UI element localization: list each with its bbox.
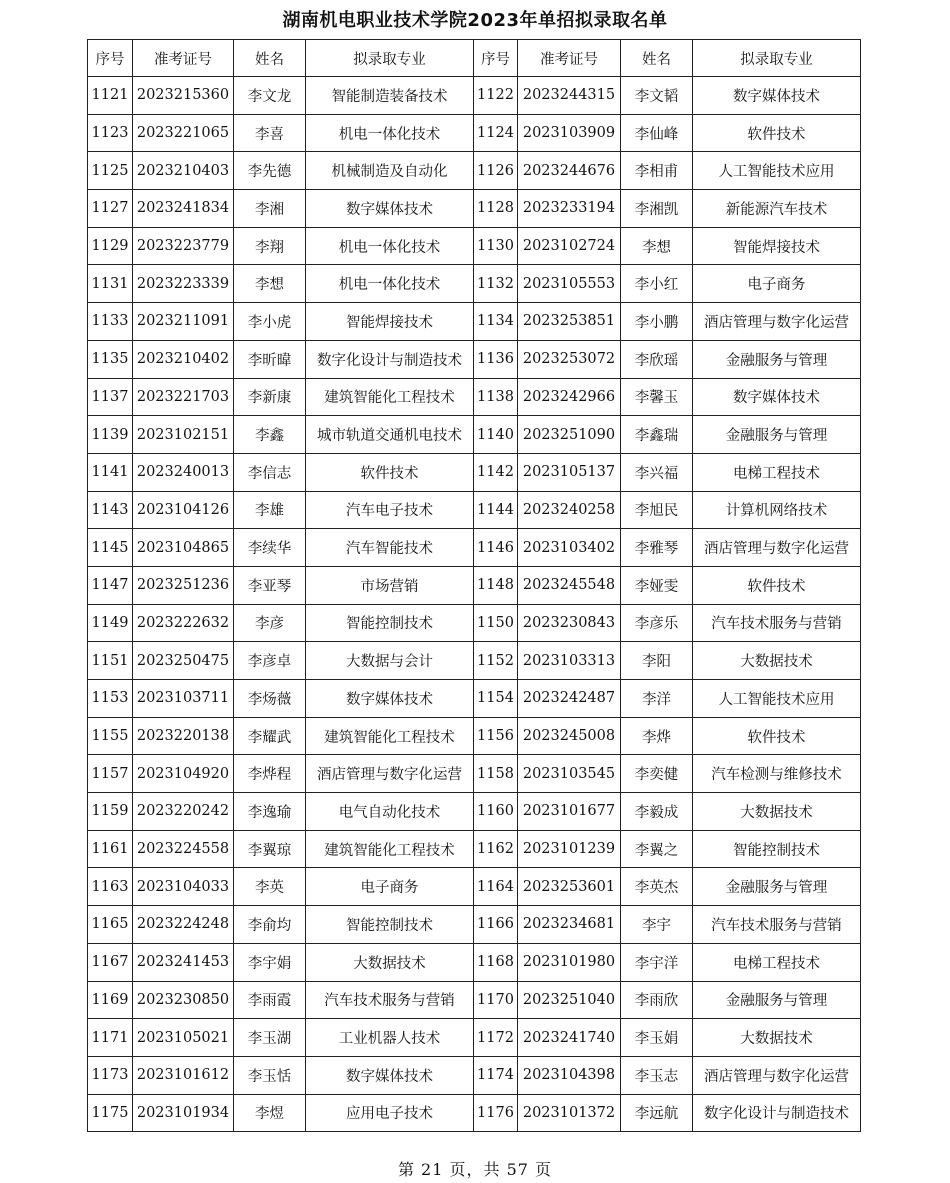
seq-cell: 1168 <box>474 943 518 981</box>
major-cell: 汽车智能技术 <box>306 529 474 567</box>
table-row <box>88 529 861 567</box>
seq-cell: 1139 <box>88 416 133 454</box>
major-cell: 汽车检测与维修技术 <box>693 755 861 793</box>
admission-list-table <box>87 39 861 1132</box>
seq-cell: 1156 <box>474 717 518 755</box>
exam-id-cell: 2023104865 <box>133 529 234 567</box>
exam-id-cell: 2023103545 <box>518 755 621 793</box>
exam-id-cell: 2023251090 <box>518 416 621 454</box>
seq-cell: 1133 <box>88 303 133 341</box>
seq-cell: 1164 <box>474 868 518 906</box>
major-cell: 汽车技术服务与营销 <box>693 906 861 944</box>
name-cell: 李毅成 <box>621 793 693 831</box>
exam-id-cell: 2023103711 <box>133 680 234 718</box>
seq-cell: 1135 <box>88 340 133 378</box>
exam-id-cell: 2023241834 <box>133 190 234 228</box>
name-cell: 李彦卓 <box>234 642 306 680</box>
name-cell: 李彦乐 <box>621 604 693 642</box>
name-cell: 李玉恬 <box>234 1056 306 1094</box>
seq-cell: 1162 <box>474 830 518 868</box>
table-row <box>88 793 861 831</box>
major-cell: 建筑智能化工程技术 <box>306 830 474 868</box>
table-row <box>88 604 861 642</box>
name-cell: 李奕健 <box>621 755 693 793</box>
major-cell: 金融服务与管理 <box>693 416 861 454</box>
major-cell: 酒店管理与数字化运营 <box>693 529 861 567</box>
exam-id-cell: 2023230850 <box>133 981 234 1019</box>
seq-cell: 1169 <box>88 981 133 1019</box>
table-row <box>88 642 861 680</box>
name-cell: 李鑫 <box>234 416 306 454</box>
exam-id-cell: 2023244676 <box>518 152 621 190</box>
name-cell: 李阳 <box>621 642 693 680</box>
name-cell: 李俞均 <box>234 906 306 944</box>
exam-id-cell: 2023211091 <box>133 303 234 341</box>
major-cell: 金融服务与管理 <box>693 981 861 1019</box>
name-cell: 李欣瑶 <box>621 340 693 378</box>
major-cell: 智能控制技术 <box>306 906 474 944</box>
name-cell: 李鑫瑞 <box>621 416 693 454</box>
exam-id-cell: 2023223339 <box>133 265 234 303</box>
name-cell: 李彦 <box>234 604 306 642</box>
major-cell: 汽车技术服务与营销 <box>693 604 861 642</box>
seq-cell: 1159 <box>88 793 133 831</box>
major-cell: 软件技术 <box>693 566 861 604</box>
name-cell: 李新康 <box>234 378 306 416</box>
name-cell: 李仙峰 <box>621 114 693 152</box>
table-row <box>88 491 861 529</box>
seq-cell: 1144 <box>474 491 518 529</box>
column-header-seq: 序号 <box>88 40 133 77</box>
major-cell: 机电一体化技术 <box>306 114 474 152</box>
name-cell: 李翔 <box>234 227 306 265</box>
exam-id-cell: 2023240258 <box>518 491 621 529</box>
name-cell: 李旭民 <box>621 491 693 529</box>
name-cell: 李宇 <box>621 906 693 944</box>
major-cell: 电梯工程技术 <box>693 453 861 491</box>
name-cell: 李玉湖 <box>234 1019 306 1057</box>
major-cell: 大数据技术 <box>306 943 474 981</box>
major-cell: 金融服务与管理 <box>693 340 861 378</box>
major-cell: 机电一体化技术 <box>306 265 474 303</box>
seq-cell: 1148 <box>474 566 518 604</box>
major-cell: 新能源汽车技术 <box>693 190 861 228</box>
exam-id-cell: 2023215360 <box>133 77 234 115</box>
table-row <box>88 830 861 868</box>
table-row <box>88 1019 861 1057</box>
name-cell: 李信志 <box>234 453 306 491</box>
exam-id-cell: 2023210403 <box>133 152 234 190</box>
exam-id-cell: 2023253601 <box>518 868 621 906</box>
exam-id-cell: 2023250475 <box>133 642 234 680</box>
major-cell: 电子商务 <box>306 868 474 906</box>
name-cell: 李小鹏 <box>621 303 693 341</box>
name-cell: 李湘凯 <box>621 190 693 228</box>
table-row <box>88 906 861 944</box>
name-cell: 李馨玉 <box>621 378 693 416</box>
seq-cell: 1128 <box>474 190 518 228</box>
exam-id-cell: 2023221065 <box>133 114 234 152</box>
name-cell: 李雄 <box>234 491 306 529</box>
seq-cell: 1154 <box>474 680 518 718</box>
column-header-name: 姓名 <box>234 40 306 77</box>
exam-id-cell: 2023220242 <box>133 793 234 831</box>
major-cell: 数字媒体技术 <box>306 190 474 228</box>
exam-id-cell: 2023101239 <box>518 830 621 868</box>
seq-cell: 1125 <box>88 152 133 190</box>
seq-cell: 1145 <box>88 529 133 567</box>
seq-cell: 1143 <box>88 491 133 529</box>
seq-cell: 1161 <box>88 830 133 868</box>
name-cell: 李兴福 <box>621 453 693 491</box>
name-cell: 李翼琼 <box>234 830 306 868</box>
name-cell: 李玉志 <box>621 1056 693 1094</box>
exam-id-cell: 2023241740 <box>518 1019 621 1057</box>
major-cell: 数字媒体技术 <box>693 378 861 416</box>
exam-id-cell: 2023222632 <box>133 604 234 642</box>
seq-cell: 1129 <box>88 227 133 265</box>
name-cell: 李耀武 <box>234 717 306 755</box>
seq-cell: 1167 <box>88 943 133 981</box>
major-cell: 智能控制技术 <box>306 604 474 642</box>
seq-cell: 1123 <box>88 114 133 152</box>
seq-cell: 1150 <box>474 604 518 642</box>
exam-id-cell: 2023210402 <box>133 340 234 378</box>
table-row <box>88 1094 861 1132</box>
major-cell: 汽车电子技术 <box>306 491 474 529</box>
table-row <box>88 152 861 190</box>
exam-id-cell: 2023104398 <box>518 1056 621 1094</box>
table-row <box>88 717 861 755</box>
seq-cell: 1124 <box>474 114 518 152</box>
column-header-exam-id: 准考证号 <box>518 40 621 77</box>
exam-id-cell: 2023241453 <box>133 943 234 981</box>
seq-cell: 1174 <box>474 1056 518 1094</box>
major-cell: 智能焊接技术 <box>306 303 474 341</box>
seq-cell: 1149 <box>88 604 133 642</box>
exam-id-cell: 2023233194 <box>518 190 621 228</box>
major-cell: 数字媒体技术 <box>693 77 861 115</box>
seq-cell: 1155 <box>88 717 133 755</box>
exam-id-cell: 2023230843 <box>518 604 621 642</box>
seq-cell: 1134 <box>474 303 518 341</box>
name-cell: 李逸瑜 <box>234 793 306 831</box>
exam-id-cell: 2023240013 <box>133 453 234 491</box>
seq-cell: 1142 <box>474 453 518 491</box>
exam-id-cell: 2023102151 <box>133 416 234 454</box>
major-cell: 大数据技术 <box>693 642 861 680</box>
exam-id-cell: 2023251236 <box>133 566 234 604</box>
name-cell: 李想 <box>234 265 306 303</box>
seq-cell: 1175 <box>88 1094 133 1132</box>
column-header-exam-id: 准考证号 <box>133 40 234 77</box>
major-cell: 智能焊接技术 <box>693 227 861 265</box>
exam-id-cell: 2023103909 <box>518 114 621 152</box>
name-cell: 李煜 <box>234 1094 306 1132</box>
major-cell: 建筑智能化工程技术 <box>306 378 474 416</box>
major-cell: 城市轨道交通机电技术 <box>306 416 474 454</box>
table-row <box>88 943 861 981</box>
name-cell: 李宇娟 <box>234 943 306 981</box>
seq-cell: 1136 <box>474 340 518 378</box>
major-cell: 软件技术 <box>693 717 861 755</box>
exam-id-cell: 2023253072 <box>518 340 621 378</box>
name-cell: 李雨欣 <box>621 981 693 1019</box>
major-cell: 数字化设计与制造技术 <box>306 340 474 378</box>
seq-cell: 1138 <box>474 378 518 416</box>
name-cell: 李雅琴 <box>621 529 693 567</box>
table-row <box>88 755 861 793</box>
name-cell: 李英杰 <box>621 868 693 906</box>
seq-cell: 1132 <box>474 265 518 303</box>
exam-id-cell: 2023234681 <box>518 906 621 944</box>
exam-id-cell: 2023251040 <box>518 981 621 1019</box>
table-row <box>88 868 861 906</box>
seq-cell: 1146 <box>474 529 518 567</box>
exam-id-cell: 2023221703 <box>133 378 234 416</box>
table-row <box>88 227 861 265</box>
seq-cell: 1160 <box>474 793 518 831</box>
major-cell: 应用电子技术 <box>306 1094 474 1132</box>
exam-id-cell: 2023245548 <box>518 566 621 604</box>
major-cell: 酒店管理与数字化运营 <box>306 755 474 793</box>
major-cell: 智能控制技术 <box>693 830 861 868</box>
exam-id-cell: 2023101372 <box>518 1094 621 1132</box>
exam-id-cell: 2023101980 <box>518 943 621 981</box>
major-cell: 电梯工程技术 <box>693 943 861 981</box>
major-cell: 机械制造及自动化 <box>306 152 474 190</box>
major-cell: 智能制造装备技术 <box>306 77 474 115</box>
table-body <box>88 77 861 1132</box>
seq-cell: 1158 <box>474 755 518 793</box>
exam-id-cell: 2023104033 <box>133 868 234 906</box>
exam-id-cell: 2023104126 <box>133 491 234 529</box>
exam-id-cell: 2023244315 <box>518 77 621 115</box>
seq-cell: 1157 <box>88 755 133 793</box>
major-cell: 酒店管理与数字化运营 <box>693 1056 861 1094</box>
major-cell: 大数据技术 <box>693 1019 861 1057</box>
major-cell: 软件技术 <box>306 453 474 491</box>
table-row <box>88 566 861 604</box>
seq-cell: 1151 <box>88 642 133 680</box>
exam-id-cell: 2023105553 <box>518 265 621 303</box>
table-row <box>88 340 861 378</box>
name-cell: 李英 <box>234 868 306 906</box>
exam-id-cell: 2023105021 <box>133 1019 234 1057</box>
seq-cell: 1176 <box>474 1094 518 1132</box>
exam-id-cell: 2023105137 <box>518 453 621 491</box>
seq-cell: 1147 <box>88 566 133 604</box>
name-cell: 李烨 <box>621 717 693 755</box>
table-row <box>88 190 861 228</box>
major-cell: 数字媒体技术 <box>306 680 474 718</box>
seq-cell: 1137 <box>88 378 133 416</box>
table-row <box>88 416 861 454</box>
name-cell: 李文韬 <box>621 77 693 115</box>
major-cell: 电子商务 <box>693 265 861 303</box>
exam-id-cell: 2023242487 <box>518 680 621 718</box>
major-cell: 大数据技术 <box>693 793 861 831</box>
seq-cell: 1141 <box>88 453 133 491</box>
name-cell: 李湘 <box>234 190 306 228</box>
seq-cell: 1172 <box>474 1019 518 1057</box>
major-cell: 金融服务与管理 <box>693 868 861 906</box>
seq-cell: 1122 <box>474 77 518 115</box>
column-header-major: 拟录取专业 <box>693 40 861 77</box>
table-row <box>88 77 861 115</box>
table-row <box>88 453 861 491</box>
name-cell: 李相甫 <box>621 152 693 190</box>
major-cell: 汽车技术服务与营销 <box>306 981 474 1019</box>
seq-cell: 1163 <box>88 868 133 906</box>
major-cell: 市场营销 <box>306 566 474 604</box>
exam-id-cell: 2023245008 <box>518 717 621 755</box>
name-cell: 李小虎 <box>234 303 306 341</box>
column-header-seq: 序号 <box>474 40 518 77</box>
exam-id-cell: 2023102724 <box>518 227 621 265</box>
name-cell: 李小红 <box>621 265 693 303</box>
name-cell: 李炀薇 <box>234 680 306 718</box>
table-row <box>88 303 861 341</box>
name-cell: 李雨霞 <box>234 981 306 1019</box>
exam-id-cell: 2023101677 <box>518 793 621 831</box>
name-cell: 李喜 <box>234 114 306 152</box>
name-cell: 李宇洋 <box>621 943 693 981</box>
column-header-name: 姓名 <box>621 40 693 77</box>
column-header-major: 拟录取专业 <box>306 40 474 77</box>
table-row <box>88 265 861 303</box>
name-cell: 李续华 <box>234 529 306 567</box>
seq-cell: 1140 <box>474 416 518 454</box>
seq-cell: 1165 <box>88 906 133 944</box>
seq-cell: 1166 <box>474 906 518 944</box>
table-row <box>88 378 861 416</box>
seq-cell: 1121 <box>88 77 133 115</box>
seq-cell: 1131 <box>88 265 133 303</box>
table-row <box>88 1056 861 1094</box>
exam-id-cell: 2023253851 <box>518 303 621 341</box>
seq-cell: 1126 <box>474 152 518 190</box>
name-cell: 李想 <box>621 227 693 265</box>
exam-id-cell: 2023224558 <box>133 830 234 868</box>
name-cell: 李先德 <box>234 152 306 190</box>
seq-cell: 1171 <box>88 1019 133 1057</box>
major-cell: 软件技术 <box>693 114 861 152</box>
exam-id-cell: 2023224248 <box>133 906 234 944</box>
exam-id-cell: 2023103313 <box>518 642 621 680</box>
exam-id-cell: 2023104920 <box>133 755 234 793</box>
major-cell: 计算机网络技术 <box>693 491 861 529</box>
major-cell: 建筑智能化工程技术 <box>306 717 474 755</box>
name-cell: 李文龙 <box>234 77 306 115</box>
table-row <box>88 114 861 152</box>
seq-cell: 1130 <box>474 227 518 265</box>
major-cell: 电气自动化技术 <box>306 793 474 831</box>
major-cell: 数字媒体技术 <box>306 1056 474 1094</box>
exam-id-cell: 2023220138 <box>133 717 234 755</box>
exam-id-cell: 2023101612 <box>133 1056 234 1094</box>
major-cell: 人工智能技术应用 <box>693 152 861 190</box>
table-header-row <box>88 40 861 77</box>
name-cell: 李洋 <box>621 680 693 718</box>
major-cell: 大数据与会计 <box>306 642 474 680</box>
major-cell: 机电一体化技术 <box>306 227 474 265</box>
name-cell: 李昕暐 <box>234 340 306 378</box>
exam-id-cell: 2023103402 <box>518 529 621 567</box>
name-cell: 李亚琴 <box>234 566 306 604</box>
name-cell: 李远航 <box>621 1094 693 1132</box>
major-cell: 人工智能技术应用 <box>693 680 861 718</box>
name-cell: 李翼之 <box>621 830 693 868</box>
seq-cell: 1170 <box>474 981 518 1019</box>
major-cell: 酒店管理与数字化运营 <box>693 303 861 341</box>
seq-cell: 1152 <box>474 642 518 680</box>
table-row <box>88 981 861 1019</box>
exam-id-cell: 2023223779 <box>133 227 234 265</box>
name-cell: 李烨程 <box>234 755 306 793</box>
page-number: 第 21 页，共 57 页 <box>397 1160 553 1179</box>
name-cell: 李娅雯 <box>621 566 693 604</box>
seq-cell: 1127 <box>88 190 133 228</box>
seq-cell: 1173 <box>88 1056 133 1094</box>
exam-id-cell: 2023101934 <box>133 1094 234 1132</box>
table-row <box>88 680 861 718</box>
major-cell: 数字化设计与制造技术 <box>693 1094 861 1132</box>
exam-id-cell: 2023242966 <box>518 378 621 416</box>
document-title: 湖南机电职业技术学院2023年单招拟录取名单 <box>282 10 668 31</box>
seq-cell: 1153 <box>88 680 133 718</box>
major-cell: 工业机器人技术 <box>306 1019 474 1057</box>
name-cell: 李玉娟 <box>621 1019 693 1057</box>
